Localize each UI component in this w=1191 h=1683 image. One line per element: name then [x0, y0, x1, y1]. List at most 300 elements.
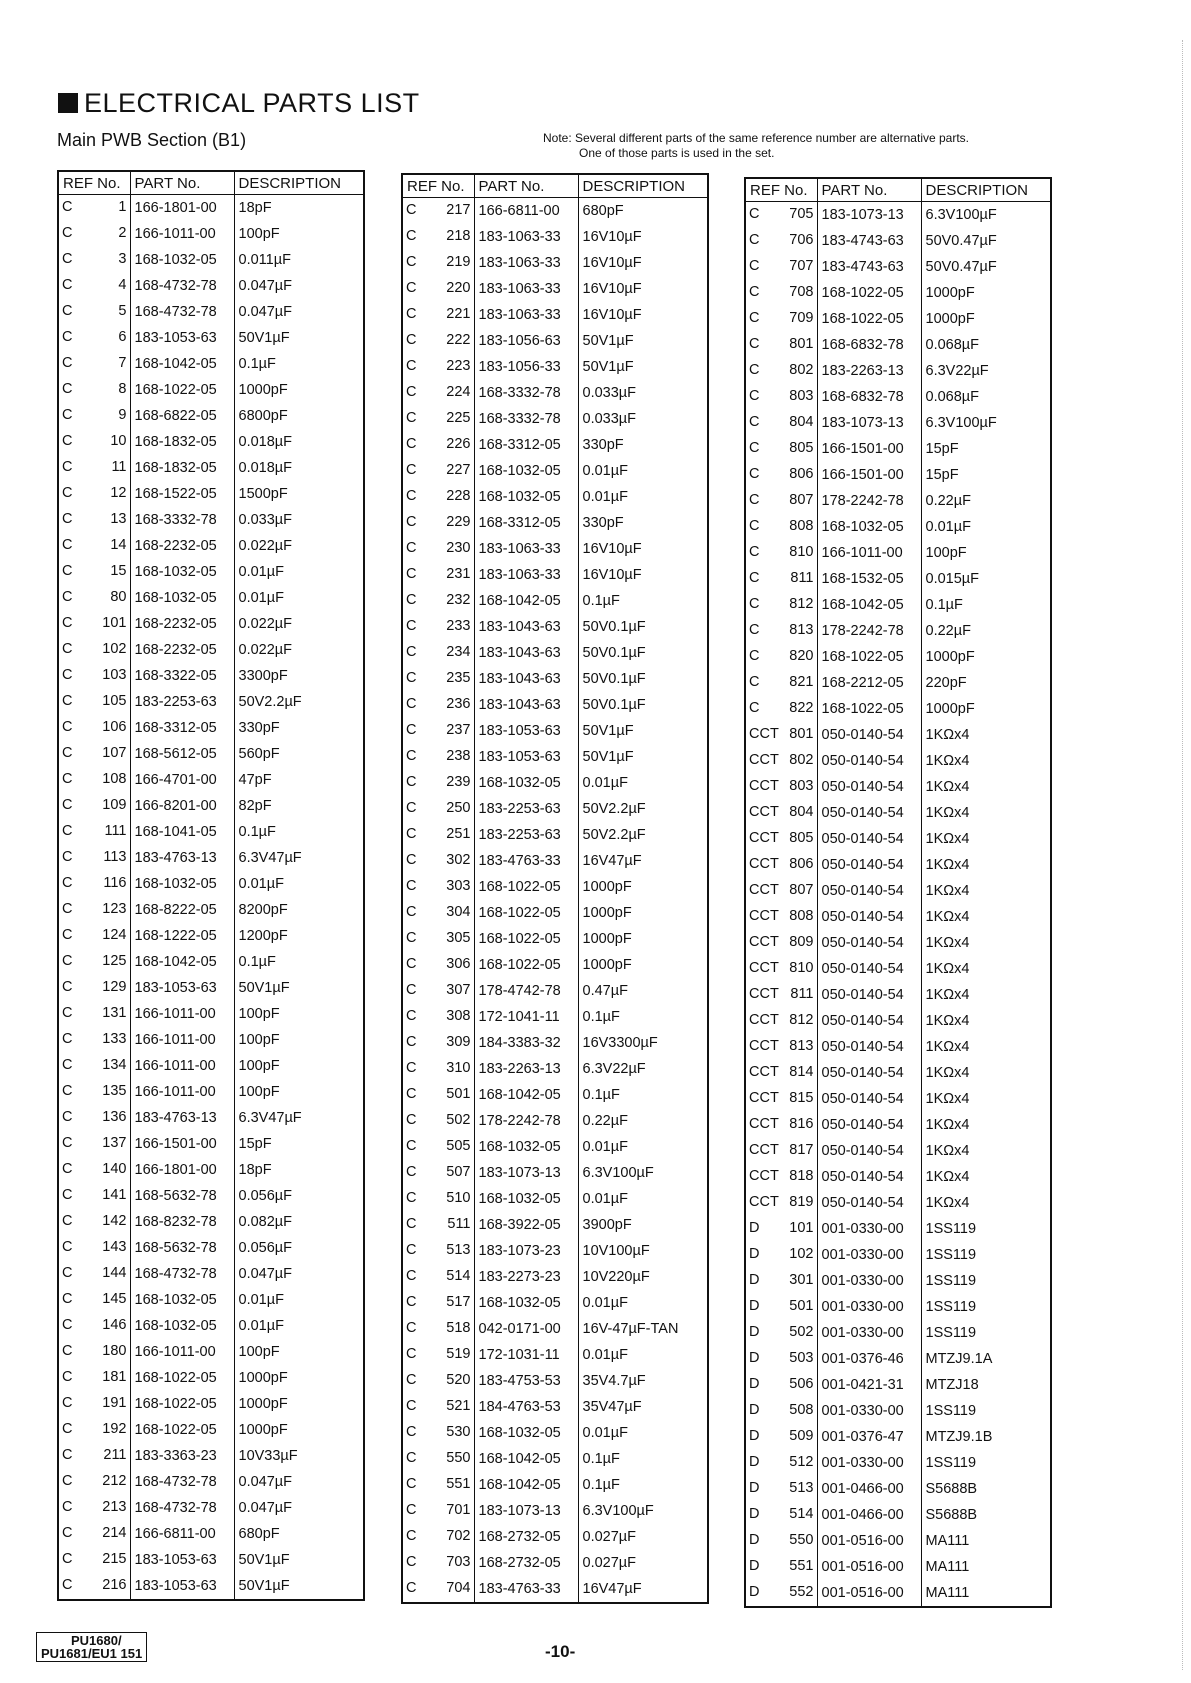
description-cell: 10V33µF	[234, 1443, 364, 1469]
ref-type: C	[406, 540, 417, 556]
ref-no-cell	[402, 1524, 474, 1550]
ref-no-cell	[402, 1160, 474, 1186]
part-no-cell: 168-1022-05	[817, 306, 921, 332]
part-no-cell: 183-2263-13	[474, 1056, 578, 1082]
description-cell: 0.068µF	[921, 332, 1051, 358]
part-no-cell: 168-2232-05	[130, 611, 234, 637]
table-row	[58, 247, 364, 273]
description-cell: 0.01µF	[234, 585, 364, 611]
description-cell: 50V0.1µF	[578, 666, 708, 692]
description-cell: 50V1µF	[234, 325, 364, 351]
ref-no-cell	[402, 328, 474, 354]
ref-no-cell	[58, 1547, 130, 1573]
ref-number: 501	[446, 1086, 471, 1102]
description-cell: 0.033µF	[578, 406, 708, 432]
ref-number: 502	[446, 1112, 471, 1128]
table-row	[58, 1521, 364, 1547]
part-no-cell: 001-0421-31	[817, 1372, 921, 1398]
ref-no-cell	[402, 224, 474, 250]
table-row	[402, 1342, 708, 1368]
ref-type: CCT	[749, 752, 779, 768]
description-cell: 1KΩx4	[921, 748, 1051, 774]
ref-type: C	[62, 485, 73, 501]
ref-number: 14	[110, 537, 127, 553]
part-no-cell: 183-4763-13	[130, 1105, 234, 1131]
ref-type: C	[406, 904, 417, 920]
ref-number: 4	[118, 277, 127, 293]
part-no-cell: 050-0140-54	[817, 852, 921, 878]
description-cell: 1KΩx4	[921, 722, 1051, 748]
ref-number: 306	[446, 956, 471, 972]
description-cell: 3300pF	[234, 663, 364, 689]
part-no-cell: 001-0516-00	[817, 1528, 921, 1554]
table-row	[58, 1157, 364, 1183]
ref-no-cell	[58, 975, 130, 1001]
ref-number: 250	[446, 800, 471, 816]
ref-number: 703	[446, 1554, 471, 1570]
description-cell: 0.01µF	[234, 559, 364, 585]
description-cell: 16V10µF	[578, 250, 708, 276]
ref-no-cell	[402, 1186, 474, 1212]
ref-no-cell	[402, 874, 474, 900]
ref-no-cell	[745, 1502, 817, 1528]
ref-type: C	[749, 258, 760, 274]
description-cell: 50V0.47µF	[921, 254, 1051, 280]
description-cell: 0.015µF	[921, 566, 1051, 592]
part-no-cell: 168-6832-78	[817, 384, 921, 410]
ref-no-cell	[402, 510, 474, 536]
ref-number: 303	[446, 878, 471, 894]
part-no-cell: 168-1022-05	[474, 952, 578, 978]
part-no-cell: 168-5612-05	[130, 741, 234, 767]
table-row	[402, 1108, 708, 1134]
table-row	[58, 949, 364, 975]
table-row	[745, 540, 1051, 566]
part-no-cell: 168-1532-05	[817, 566, 921, 592]
parts-table-1	[57, 170, 365, 1601]
description-cell: 0.01µF	[234, 1313, 364, 1339]
table-row	[745, 1112, 1051, 1138]
part-no-cell: 183-2253-63	[130, 689, 234, 715]
description-cell: 1000pF	[578, 926, 708, 952]
part-no-cell: 166-1801-00	[130, 195, 234, 222]
ref-no-cell	[745, 904, 817, 930]
ref-no-cell	[58, 273, 130, 299]
table-row	[402, 1004, 708, 1030]
ref-type: D	[749, 1402, 760, 1418]
ref-type: C	[62, 953, 73, 969]
description-cell: MTZJ9.1A	[921, 1346, 1051, 1372]
part-no-cell: 183-1053-63	[474, 744, 578, 770]
table-row	[745, 1086, 1051, 1112]
table-row	[745, 1034, 1051, 1060]
part-no-cell: 168-2232-05	[130, 533, 234, 559]
table-row	[58, 845, 364, 871]
ref-no-cell	[402, 562, 474, 588]
ref-type: D	[749, 1428, 760, 1444]
ref-type: C	[749, 414, 760, 430]
ref-no-cell	[58, 1495, 130, 1521]
ref-type: CCT	[749, 1116, 779, 1132]
description-cell: 0.01µF	[234, 1287, 364, 1313]
table-row	[745, 904, 1051, 930]
ref-no-cell	[745, 384, 817, 410]
table-row	[745, 618, 1051, 644]
description-cell: 82pF	[234, 793, 364, 819]
ref-type: C	[406, 436, 417, 452]
ref-no-cell	[402, 744, 474, 770]
ref-no-cell	[58, 923, 130, 949]
ref-number: 9	[118, 407, 127, 423]
ref-number: 228	[446, 488, 471, 504]
ref-no-cell	[402, 952, 474, 978]
table-row	[58, 1001, 364, 1027]
part-no-cell: 168-1042-05	[474, 1082, 578, 1108]
ref-type: C	[406, 488, 417, 504]
description-cell: 1500pF	[234, 481, 364, 507]
ref-number: 101	[789, 1220, 814, 1236]
ref-number: 808	[789, 518, 814, 534]
ref-no-cell	[58, 247, 130, 273]
ref-number: 507	[446, 1164, 471, 1180]
ref-type: C	[62, 329, 73, 345]
part-no-cell: 168-4732-78	[130, 1261, 234, 1287]
ref-type: CCT	[749, 830, 779, 846]
ref-type: CCT	[749, 726, 779, 742]
part-no-cell: 168-1032-05	[474, 770, 578, 796]
ref-type: C	[406, 1398, 417, 1414]
ref-type: C	[62, 875, 73, 891]
ref-type: C	[406, 202, 417, 218]
description-cell: 0.22µF	[578, 1108, 708, 1134]
table-row	[745, 722, 1051, 748]
ref-no-cell	[745, 202, 817, 229]
part-no-cell: 166-1011-00	[130, 1339, 234, 1365]
ref-type: D	[749, 1584, 760, 1600]
ref-no-cell	[58, 1183, 130, 1209]
ref-type: CCT	[749, 882, 779, 898]
table-row	[58, 377, 364, 403]
description-cell: 0.01µF	[578, 1134, 708, 1160]
description-cell: 1KΩx4	[921, 1190, 1051, 1216]
part-no-cell: 166-1501-00	[817, 462, 921, 488]
table-row	[58, 975, 364, 1001]
description-cell: 47pF	[234, 767, 364, 793]
ref-no-cell	[745, 1086, 817, 1112]
part-no-cell: 166-6811-00	[474, 198, 578, 225]
ref-number: 12	[110, 485, 127, 501]
table-row	[402, 978, 708, 1004]
description-cell: 6.3V100µF	[921, 202, 1051, 229]
table-row	[58, 1131, 364, 1157]
ref-number: 8	[118, 381, 127, 397]
ref-number: 551	[446, 1476, 471, 1492]
part-no-cell: 050-0140-54	[817, 1034, 921, 1060]
ref-no-cell	[58, 507, 130, 533]
table-row	[58, 1313, 364, 1339]
description-cell: 0.047µF	[234, 299, 364, 325]
description-cell: 1000pF	[921, 644, 1051, 670]
ref-no-cell	[402, 1576, 474, 1603]
table-row	[402, 484, 708, 510]
table-row	[745, 1268, 1051, 1294]
part-no-cell: 168-1032-05	[130, 559, 234, 585]
ref-number: 814	[789, 1064, 814, 1080]
ref-no-cell	[58, 299, 130, 325]
ref-number: 812	[789, 1012, 814, 1028]
ref-type: CCT	[749, 856, 779, 872]
ref-type: C	[749, 518, 760, 534]
description-cell: 0.068µF	[921, 384, 1051, 410]
ref-type: C	[62, 1161, 73, 1177]
part-no-header: PART No.	[130, 171, 234, 195]
ref-type: C	[62, 823, 73, 839]
part-no-cell: 184-4763-53	[474, 1394, 578, 1420]
ref-type: C	[406, 1424, 417, 1440]
ref-number: 819	[789, 1194, 814, 1210]
description-cell: 1KΩx4	[921, 1164, 1051, 1190]
part-no-cell: 168-1042-05	[130, 351, 234, 377]
page-number: -10-	[545, 1642, 576, 1661]
part-no-cell: 183-1053-63	[130, 325, 234, 351]
ref-number: 135	[102, 1083, 127, 1099]
table-row	[58, 663, 364, 689]
ref-type: C	[62, 589, 73, 605]
part-no-cell: 001-0330-00	[817, 1320, 921, 1346]
description-cell: 0.01µF	[578, 770, 708, 796]
table-row	[402, 1472, 708, 1498]
ref-number: 237	[446, 722, 471, 738]
ref-number: 103	[102, 667, 127, 683]
description-cell: 1SS119	[921, 1320, 1051, 1346]
table-row	[745, 1424, 1051, 1450]
description-cell: 1KΩx4	[921, 1086, 1051, 1112]
ref-type: C	[406, 1554, 417, 1570]
ref-no-cell	[58, 1027, 130, 1053]
ref-number: 191	[102, 1395, 127, 1411]
ref-type: C	[749, 596, 760, 612]
parts-table-2	[401, 173, 709, 1604]
part-no-cell: 183-2253-63	[474, 822, 578, 848]
ref-type: C	[749, 466, 760, 482]
ref-type: C	[749, 310, 760, 326]
ref-type: C	[406, 982, 417, 998]
ref-number: 503	[789, 1350, 814, 1366]
ref-type: CCT	[749, 1168, 779, 1184]
ref-number: 181	[102, 1369, 127, 1385]
description-cell: 6.3V100µF	[578, 1498, 708, 1524]
ref-type: C	[406, 306, 417, 322]
table-row	[58, 559, 364, 585]
ref-type: C	[406, 878, 417, 894]
table-row	[58, 1027, 364, 1053]
table-row	[745, 748, 1051, 774]
ref-number: 811	[790, 986, 814, 1002]
description-cell: 1KΩx4	[921, 878, 1051, 904]
ref-number: 810	[789, 544, 814, 560]
ref-number: 106	[102, 719, 127, 735]
ref-type: C	[406, 1346, 417, 1362]
part-no-cell: 168-8232-78	[130, 1209, 234, 1235]
ref-no-cell	[745, 1294, 817, 1320]
ref-type: C	[62, 459, 73, 475]
part-no-cell: 001-0330-00	[817, 1242, 921, 1268]
ref-number: 124	[102, 927, 127, 943]
part-no-cell: 001-0330-00	[817, 1450, 921, 1476]
table-row	[745, 1164, 1051, 1190]
ref-number: 230	[446, 540, 471, 556]
ref-type: C	[62, 277, 73, 293]
ref-type: C	[62, 1369, 73, 1385]
part-no-cell: 183-1053-63	[474, 718, 578, 744]
ref-no-cell	[402, 692, 474, 718]
ref-type: D	[749, 1506, 760, 1522]
ref-no-cell	[745, 1112, 817, 1138]
part-no-cell: 183-4763-13	[130, 845, 234, 871]
part-no-cell: 168-1032-05	[130, 247, 234, 273]
ref-no-cell	[745, 1268, 817, 1294]
ref-number: 506	[789, 1376, 814, 1392]
description-cell: 0.01µF	[578, 1420, 708, 1446]
part-no-cell: 050-0140-54	[817, 1112, 921, 1138]
part-no-cell: 183-4743-63	[817, 254, 921, 280]
table-row	[402, 1134, 708, 1160]
description-cell: 0.01µF	[578, 458, 708, 484]
table-row	[58, 455, 364, 481]
part-no-cell: 178-2242-78	[817, 618, 921, 644]
description-cell: 18pF	[234, 195, 364, 222]
part-no-cell: 168-1032-05	[474, 1290, 578, 1316]
part-no-cell: 168-1022-05	[817, 696, 921, 722]
ref-number: 7	[118, 355, 127, 371]
description-cell: 680pF	[578, 198, 708, 225]
part-no-cell: 183-1053-63	[130, 975, 234, 1001]
ref-type: C	[62, 225, 73, 241]
table-row	[402, 1238, 708, 1264]
ref-type: D	[749, 1220, 760, 1236]
table-row	[745, 1346, 1051, 1372]
table-row	[402, 640, 708, 666]
description-cell: 0.47µF	[578, 978, 708, 1004]
ref-type: C	[406, 722, 417, 738]
ref-number: 109	[102, 797, 127, 813]
table-row	[402, 1030, 708, 1056]
table-row	[745, 696, 1051, 722]
table-row	[402, 354, 708, 380]
ref-type: C	[406, 1580, 417, 1596]
ref-number: 705	[789, 206, 814, 222]
ref-number: 513	[446, 1242, 471, 1258]
part-no-cell: 001-0466-00	[817, 1476, 921, 1502]
ref-no-cell	[745, 358, 817, 384]
ref-number: 102	[789, 1246, 814, 1262]
part-no-cell: 042-0171-00	[474, 1316, 578, 1342]
table-row	[745, 670, 1051, 696]
ref-type: CCT	[749, 934, 779, 950]
ref-type: C	[406, 826, 417, 842]
table-row	[745, 280, 1051, 306]
description-cell: 1KΩx4	[921, 1008, 1051, 1034]
description-cell: 0.047µF	[234, 1495, 364, 1521]
description-cell: 3900pF	[578, 1212, 708, 1238]
part-no-cell: 050-0140-54	[817, 878, 921, 904]
description-cell: MA111	[921, 1580, 1051, 1607]
description-cell: MTZJ9.1B	[921, 1424, 1051, 1450]
part-no-cell: 172-1031-11	[474, 1342, 578, 1368]
ref-type: C	[406, 332, 417, 348]
ref-no-cell	[58, 429, 130, 455]
ref-type: C	[62, 693, 73, 709]
ref-no-cell	[58, 1261, 130, 1287]
ref-no-cell	[58, 871, 130, 897]
table-row	[745, 1060, 1051, 1086]
description-cell: 0.082µF	[234, 1209, 364, 1235]
ref-no-cell	[402, 276, 474, 302]
ref-type: C	[406, 1034, 417, 1050]
ref-number: 551	[789, 1558, 814, 1574]
description-cell: 8200pF	[234, 897, 364, 923]
table-row	[745, 228, 1051, 254]
table-row	[402, 614, 708, 640]
description-cell: 0.056µF	[234, 1183, 364, 1209]
ref-number: 113	[103, 849, 127, 865]
table-row	[58, 429, 364, 455]
ref-number: 708	[789, 284, 814, 300]
ref-number: 141	[102, 1187, 127, 1203]
ref-number: 815	[789, 1090, 814, 1106]
table-row	[58, 1079, 364, 1105]
ref-number: 509	[789, 1428, 814, 1444]
description-cell: 16V10µF	[578, 536, 708, 562]
part-no-cell: 183-4753-53	[474, 1368, 578, 1394]
ref-type: C	[62, 901, 73, 917]
ref-number: 512	[789, 1454, 814, 1470]
ref-type: CCT	[749, 804, 779, 820]
table-row	[58, 403, 364, 429]
ref-number: 519	[446, 1346, 471, 1362]
part-no-cell: 183-1063-33	[474, 562, 578, 588]
ref-no-cell	[58, 1157, 130, 1183]
table-row	[58, 195, 364, 222]
table-row	[58, 1261, 364, 1287]
ref-type: C	[406, 852, 417, 868]
part-no-cell: 168-1042-05	[474, 1472, 578, 1498]
ref-number: 133	[102, 1031, 127, 1047]
ref-number: 214	[102, 1525, 127, 1541]
ref-number: 220	[446, 280, 471, 296]
part-no-cell: 168-8222-05	[130, 897, 234, 923]
table-row	[745, 1554, 1051, 1580]
ref-no-cell	[58, 559, 130, 585]
table-row	[58, 1365, 364, 1391]
table-row	[745, 306, 1051, 332]
ref-no-cell	[58, 1313, 130, 1339]
table-row	[58, 1391, 364, 1417]
part-no-cell: 183-1053-63	[130, 1573, 234, 1600]
part-no-cell: 001-0466-00	[817, 1502, 921, 1528]
part-no-cell: 168-1022-05	[130, 1391, 234, 1417]
description-cell: S5688B	[921, 1476, 1051, 1502]
table-row	[745, 644, 1051, 670]
description-cell: 1000pF	[921, 280, 1051, 306]
part-no-cell: 183-2273-23	[474, 1264, 578, 1290]
part-no-cell: 166-1011-00	[130, 221, 234, 247]
table-row	[58, 793, 364, 819]
description-cell: S5688B	[921, 1502, 1051, 1528]
description-cell: 0.047µF	[234, 1469, 364, 1495]
ref-number: 813	[789, 622, 814, 638]
description-cell: 100pF	[921, 540, 1051, 566]
